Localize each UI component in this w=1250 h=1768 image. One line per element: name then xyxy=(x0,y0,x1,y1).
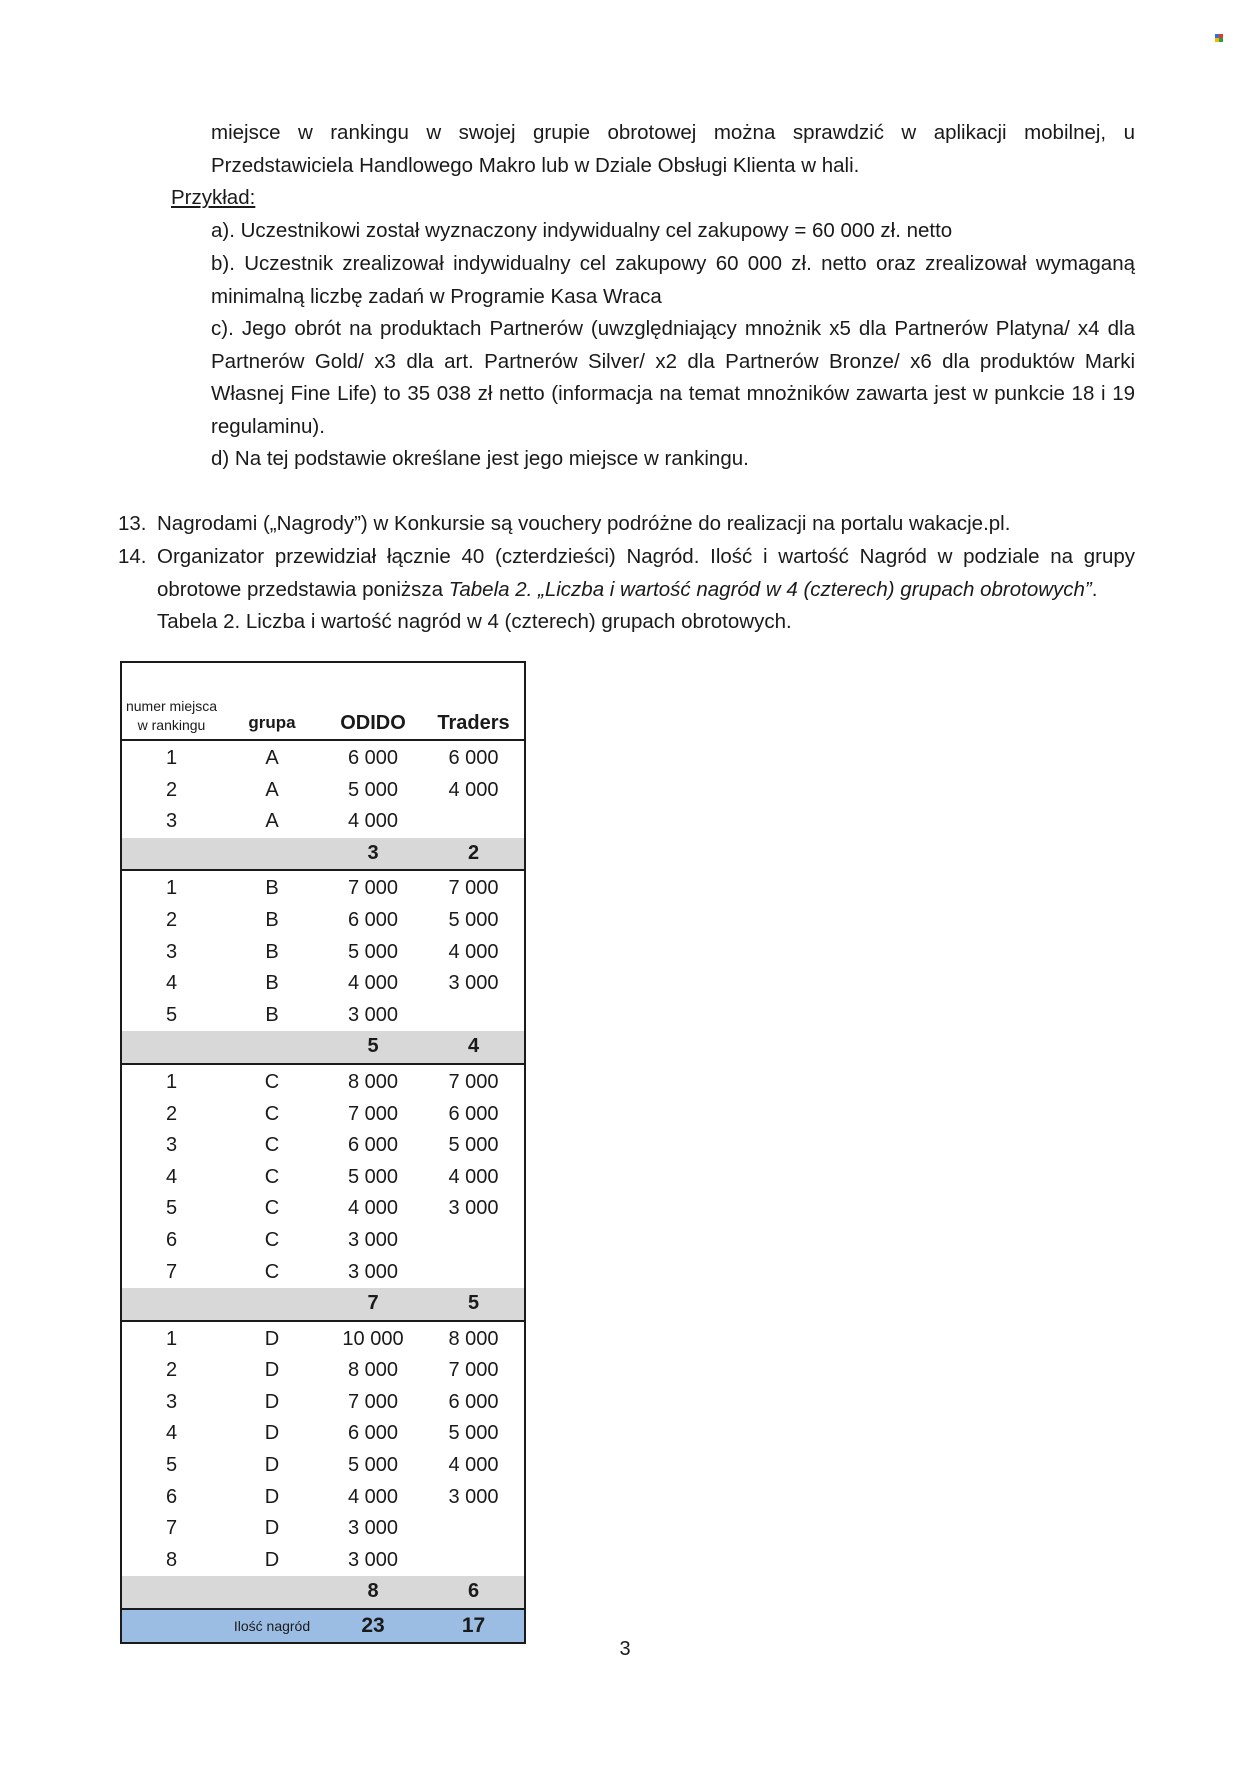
table-row xyxy=(121,937,525,969)
table-row xyxy=(121,1513,525,1545)
example-heading: Przykład: xyxy=(171,186,256,209)
rank-cell: 7 xyxy=(165,1517,178,1540)
odido-value-cell: 3 000 xyxy=(347,1260,399,1283)
odido-value-cell: 6 000 xyxy=(347,1134,399,1157)
group-cell: D xyxy=(264,1548,280,1571)
traders-value-cell: 3 000 xyxy=(448,1485,499,1508)
group-cell: C xyxy=(264,1134,280,1157)
table-row xyxy=(121,740,525,775)
group-cell: C xyxy=(264,1197,280,1220)
table-row xyxy=(121,1418,525,1450)
rank-cell: 4 xyxy=(165,1422,178,1445)
group-cell: C xyxy=(264,1102,280,1125)
group-cell: D xyxy=(264,1485,280,1508)
subtotal-empty-cell xyxy=(121,1576,221,1609)
subtotal-odido-count: 5 xyxy=(323,1031,423,1064)
odido-value-cell: 6 000 xyxy=(347,1422,399,1445)
subtotal-row xyxy=(121,1288,525,1321)
odido-value-cell: 4 000 xyxy=(347,972,399,995)
traders-value-cell: 6 000 xyxy=(448,1102,499,1125)
rank-cell: 5 xyxy=(165,1454,178,1477)
traders-value-cell: 5 000 xyxy=(448,1422,499,1445)
item-13-number: 13. xyxy=(118,512,147,535)
total-odido: 23 xyxy=(323,1609,423,1643)
table-row xyxy=(121,1321,525,1356)
group-cell: A xyxy=(265,810,279,833)
traders-value-cell xyxy=(423,1257,525,1289)
prizes-table-body xyxy=(121,740,525,1609)
group-cell: A xyxy=(265,747,279,769)
example-item-a: a). Uczestnikowi został wyznaczony indywidualny cel zakupowy = 60 000 zł. netto xyxy=(211,219,953,242)
item-14-text: Organizator przewidział łącznie 40 (czterdzieści) Nagród. Ilość i wartość Nagród w podziale na grupy obrotowe przedstawia poniższa Tabela 2. „Liczba i wartość nagród w 4 (czterech) grupach obrotowych”. xyxy=(157,545,1135,601)
group-cell: D xyxy=(264,1327,280,1350)
odido-value-cell: 6 000 xyxy=(347,747,399,769)
table-row xyxy=(121,870,525,905)
group-cell: D xyxy=(264,1359,280,1382)
header-rank: numer miejsca w rankingu xyxy=(125,698,218,733)
traders-value-cell: 3 000 xyxy=(448,972,499,995)
table-row xyxy=(121,806,525,838)
odido-value-cell: 5 000 xyxy=(347,1165,399,1188)
traders-value-cell: 4 000 xyxy=(448,940,499,963)
rank-cell: 8 xyxy=(165,1548,178,1571)
intro-paragraph: miejsce w rankingu w swojej grupie obrotowej można sprawdzić w aplikacji mobilnej, u Przedstawiciela Handlowego Makro lub w Dziale Obsługi Klienta w hali. xyxy=(211,121,1135,177)
table-row xyxy=(121,775,525,807)
traders-value-cell: 6 000 xyxy=(448,1390,499,1413)
odido-value-cell: 4 000 xyxy=(347,1485,399,1508)
group-cell: B xyxy=(265,940,279,963)
example-item-b: b). Uczestnik zrealizował indywidualny cel zakupowy 60 000 zł. netto oraz zrealizował wymaganą minimalną liczbę zadań w Programie Kasa Wraca xyxy=(211,252,1135,308)
traders-value-cell xyxy=(423,1545,525,1577)
group-cell: B xyxy=(265,972,279,995)
rank-cell: 6 xyxy=(165,1485,178,1508)
odido-value-cell: 3 000 xyxy=(347,1517,399,1540)
traders-value-cell: 3 000 xyxy=(448,1197,499,1220)
rank-cell: 5 xyxy=(165,1003,178,1026)
group-cell: D xyxy=(264,1390,280,1413)
group-cell: B xyxy=(265,877,279,900)
table-row xyxy=(121,1000,525,1032)
group-cell: D xyxy=(264,1517,280,1540)
table-row xyxy=(121,1193,525,1225)
traders-value-cell: 4 000 xyxy=(448,778,499,801)
subtotal-empty-cell xyxy=(121,838,221,871)
rank-cell: 1 xyxy=(165,877,178,900)
odido-value-cell: 6 000 xyxy=(347,908,399,931)
table-row xyxy=(121,1482,525,1514)
traders-value-cell: 4 000 xyxy=(448,1454,499,1477)
table-row xyxy=(121,905,525,937)
group-cell: C xyxy=(264,1070,280,1093)
group-cell: D xyxy=(264,1454,280,1477)
odido-value-cell: 3 000 xyxy=(347,1548,399,1571)
prizes-table xyxy=(120,661,526,1644)
odido-value-cell: 3 000 xyxy=(347,1003,399,1026)
traders-value-cell: 6 000 xyxy=(448,747,499,769)
table-header-row xyxy=(121,662,525,740)
example-item-c: c). Jego obrót na produktach Partnerów (uwzględniający mnożnik x5 dla Partnerów Platyna/ x4 dla Partnerów Gold/ x3 dla art. Partnerów Silver/ x2 dla Partnerów Bronze/ x6 dla produktów Marki Własnej Fine Life) to 35 038 zł netto (informacja na temat mnożników zawarta jest w punkcie 18 i 19 regulaminu). xyxy=(211,317,1135,438)
subtotal-empty-cell xyxy=(221,1576,323,1609)
subtotal-traders-count: 4 xyxy=(423,1031,525,1064)
table-row xyxy=(121,1257,525,1289)
odido-value-cell: 3 000 xyxy=(347,1228,399,1251)
table-row xyxy=(121,968,525,1000)
table-row xyxy=(121,1545,525,1577)
item-14-number: 14. xyxy=(118,545,147,568)
rank-cell: 3 xyxy=(165,940,178,963)
table-row xyxy=(121,1130,525,1162)
header-group: grupa xyxy=(248,713,296,732)
traders-value-cell: 5 000 xyxy=(448,908,499,931)
page-number: 3 xyxy=(619,1638,631,1660)
odido-value-cell: 4 000 xyxy=(347,1197,399,1220)
subtotal-empty-cell xyxy=(221,838,323,871)
traders-value-cell: 4 000 xyxy=(448,1165,499,1188)
rank-cell: 7 xyxy=(165,1260,178,1283)
table-row xyxy=(121,1355,525,1387)
traders-value-cell xyxy=(423,1513,525,1545)
rank-cell: 1 xyxy=(165,747,178,769)
subtotal-odido-count: 8 xyxy=(323,1576,423,1609)
table-caption: Tabela 2. Liczba i wartość nagród w 4 (czterech) grupach obrotowych. xyxy=(157,610,792,633)
subtotal-empty-cell xyxy=(221,1031,323,1064)
table-row xyxy=(121,1099,525,1131)
subtotal-traders-count: 5 xyxy=(423,1288,525,1321)
table-reference: Tabela 2. „Liczba i wartość nagród w 4 (czterech) grupach obrotowych” xyxy=(448,577,1092,601)
table-row xyxy=(121,1387,525,1419)
traders-value-cell: 5 000 xyxy=(448,1134,499,1157)
corner-color-mark xyxy=(1215,34,1224,43)
rank-cell: 3 xyxy=(165,1390,178,1413)
subtotal-traders-count: 2 xyxy=(423,838,525,871)
subtotal-row xyxy=(121,1031,525,1064)
rank-cell: 1 xyxy=(165,1070,178,1093)
odido-value-cell: 5 000 xyxy=(347,778,399,801)
rank-cell: 5 xyxy=(165,1197,178,1220)
traders-value-cell: 7 000 xyxy=(448,877,499,900)
group-cell: C xyxy=(264,1165,280,1188)
odido-value-cell: 10 000 xyxy=(342,1327,404,1350)
subtotal-odido-count: 7 xyxy=(323,1288,423,1321)
rank-cell: 2 xyxy=(165,1359,178,1382)
rank-cell: 3 xyxy=(165,810,178,833)
traders-value-cell xyxy=(423,1225,525,1257)
rank-cell: 3 xyxy=(165,1134,178,1157)
example-item-d: d) Na tej podstawie określane jest jego miejsce w rankingu. xyxy=(211,447,749,470)
odido-value-cell: 7 000 xyxy=(347,877,399,900)
header-traders: Traders xyxy=(437,712,510,734)
odido-value-cell: 7 000 xyxy=(347,1102,399,1125)
total-label: Ilość nagród xyxy=(221,1609,323,1643)
rank-cell: 1 xyxy=(165,1327,178,1350)
group-cell: C xyxy=(264,1228,280,1251)
header-odido: ODIDO xyxy=(340,712,406,734)
group-cell: A xyxy=(265,778,279,801)
group-cell: D xyxy=(264,1422,280,1445)
item-13-text: Nagrodami („Nagrody”) w Konkursie są vouchery podróżne do realizacji na portalu wakacje.pl. xyxy=(157,512,1011,535)
subtotal-row xyxy=(121,838,525,871)
table-row xyxy=(121,1450,525,1482)
rank-cell: 4 xyxy=(165,972,178,995)
odido-value-cell: 7 000 xyxy=(347,1390,399,1413)
odido-value-cell: 5 000 xyxy=(347,940,399,963)
total-traders: 17 xyxy=(423,1609,525,1643)
table-row xyxy=(121,1064,525,1099)
group-cell: B xyxy=(265,908,279,931)
subtotal-odido-count: 3 xyxy=(323,838,423,871)
subtotal-row xyxy=(121,1576,525,1609)
subtotal-empty-cell xyxy=(121,1288,221,1321)
rank-cell: 2 xyxy=(165,778,178,801)
group-cell: B xyxy=(265,1003,279,1026)
traders-value-cell: 8 000 xyxy=(448,1327,499,1350)
rank-cell: 2 xyxy=(165,908,178,931)
group-cell: C xyxy=(264,1260,280,1283)
traders-value-cell: 7 000 xyxy=(448,1070,499,1093)
rank-cell: 4 xyxy=(165,1165,178,1188)
odido-value-cell: 4 000 xyxy=(347,810,399,833)
traders-value-cell: 7 000 xyxy=(448,1359,499,1382)
subtotal-empty-cell xyxy=(121,1031,221,1064)
rank-cell: 2 xyxy=(165,1102,178,1125)
table-row xyxy=(121,1162,525,1194)
odido-value-cell: 8 000 xyxy=(347,1070,399,1093)
odido-value-cell: 5 000 xyxy=(347,1454,399,1477)
subtotal-empty-cell xyxy=(221,1288,323,1321)
traders-value-cell xyxy=(423,1000,525,1032)
subtotal-traders-count: 6 xyxy=(423,1576,525,1609)
traders-value-cell xyxy=(423,806,525,838)
table-row xyxy=(121,1225,525,1257)
odido-value-cell: 8 000 xyxy=(347,1359,399,1382)
rank-cell: 6 xyxy=(165,1228,178,1251)
